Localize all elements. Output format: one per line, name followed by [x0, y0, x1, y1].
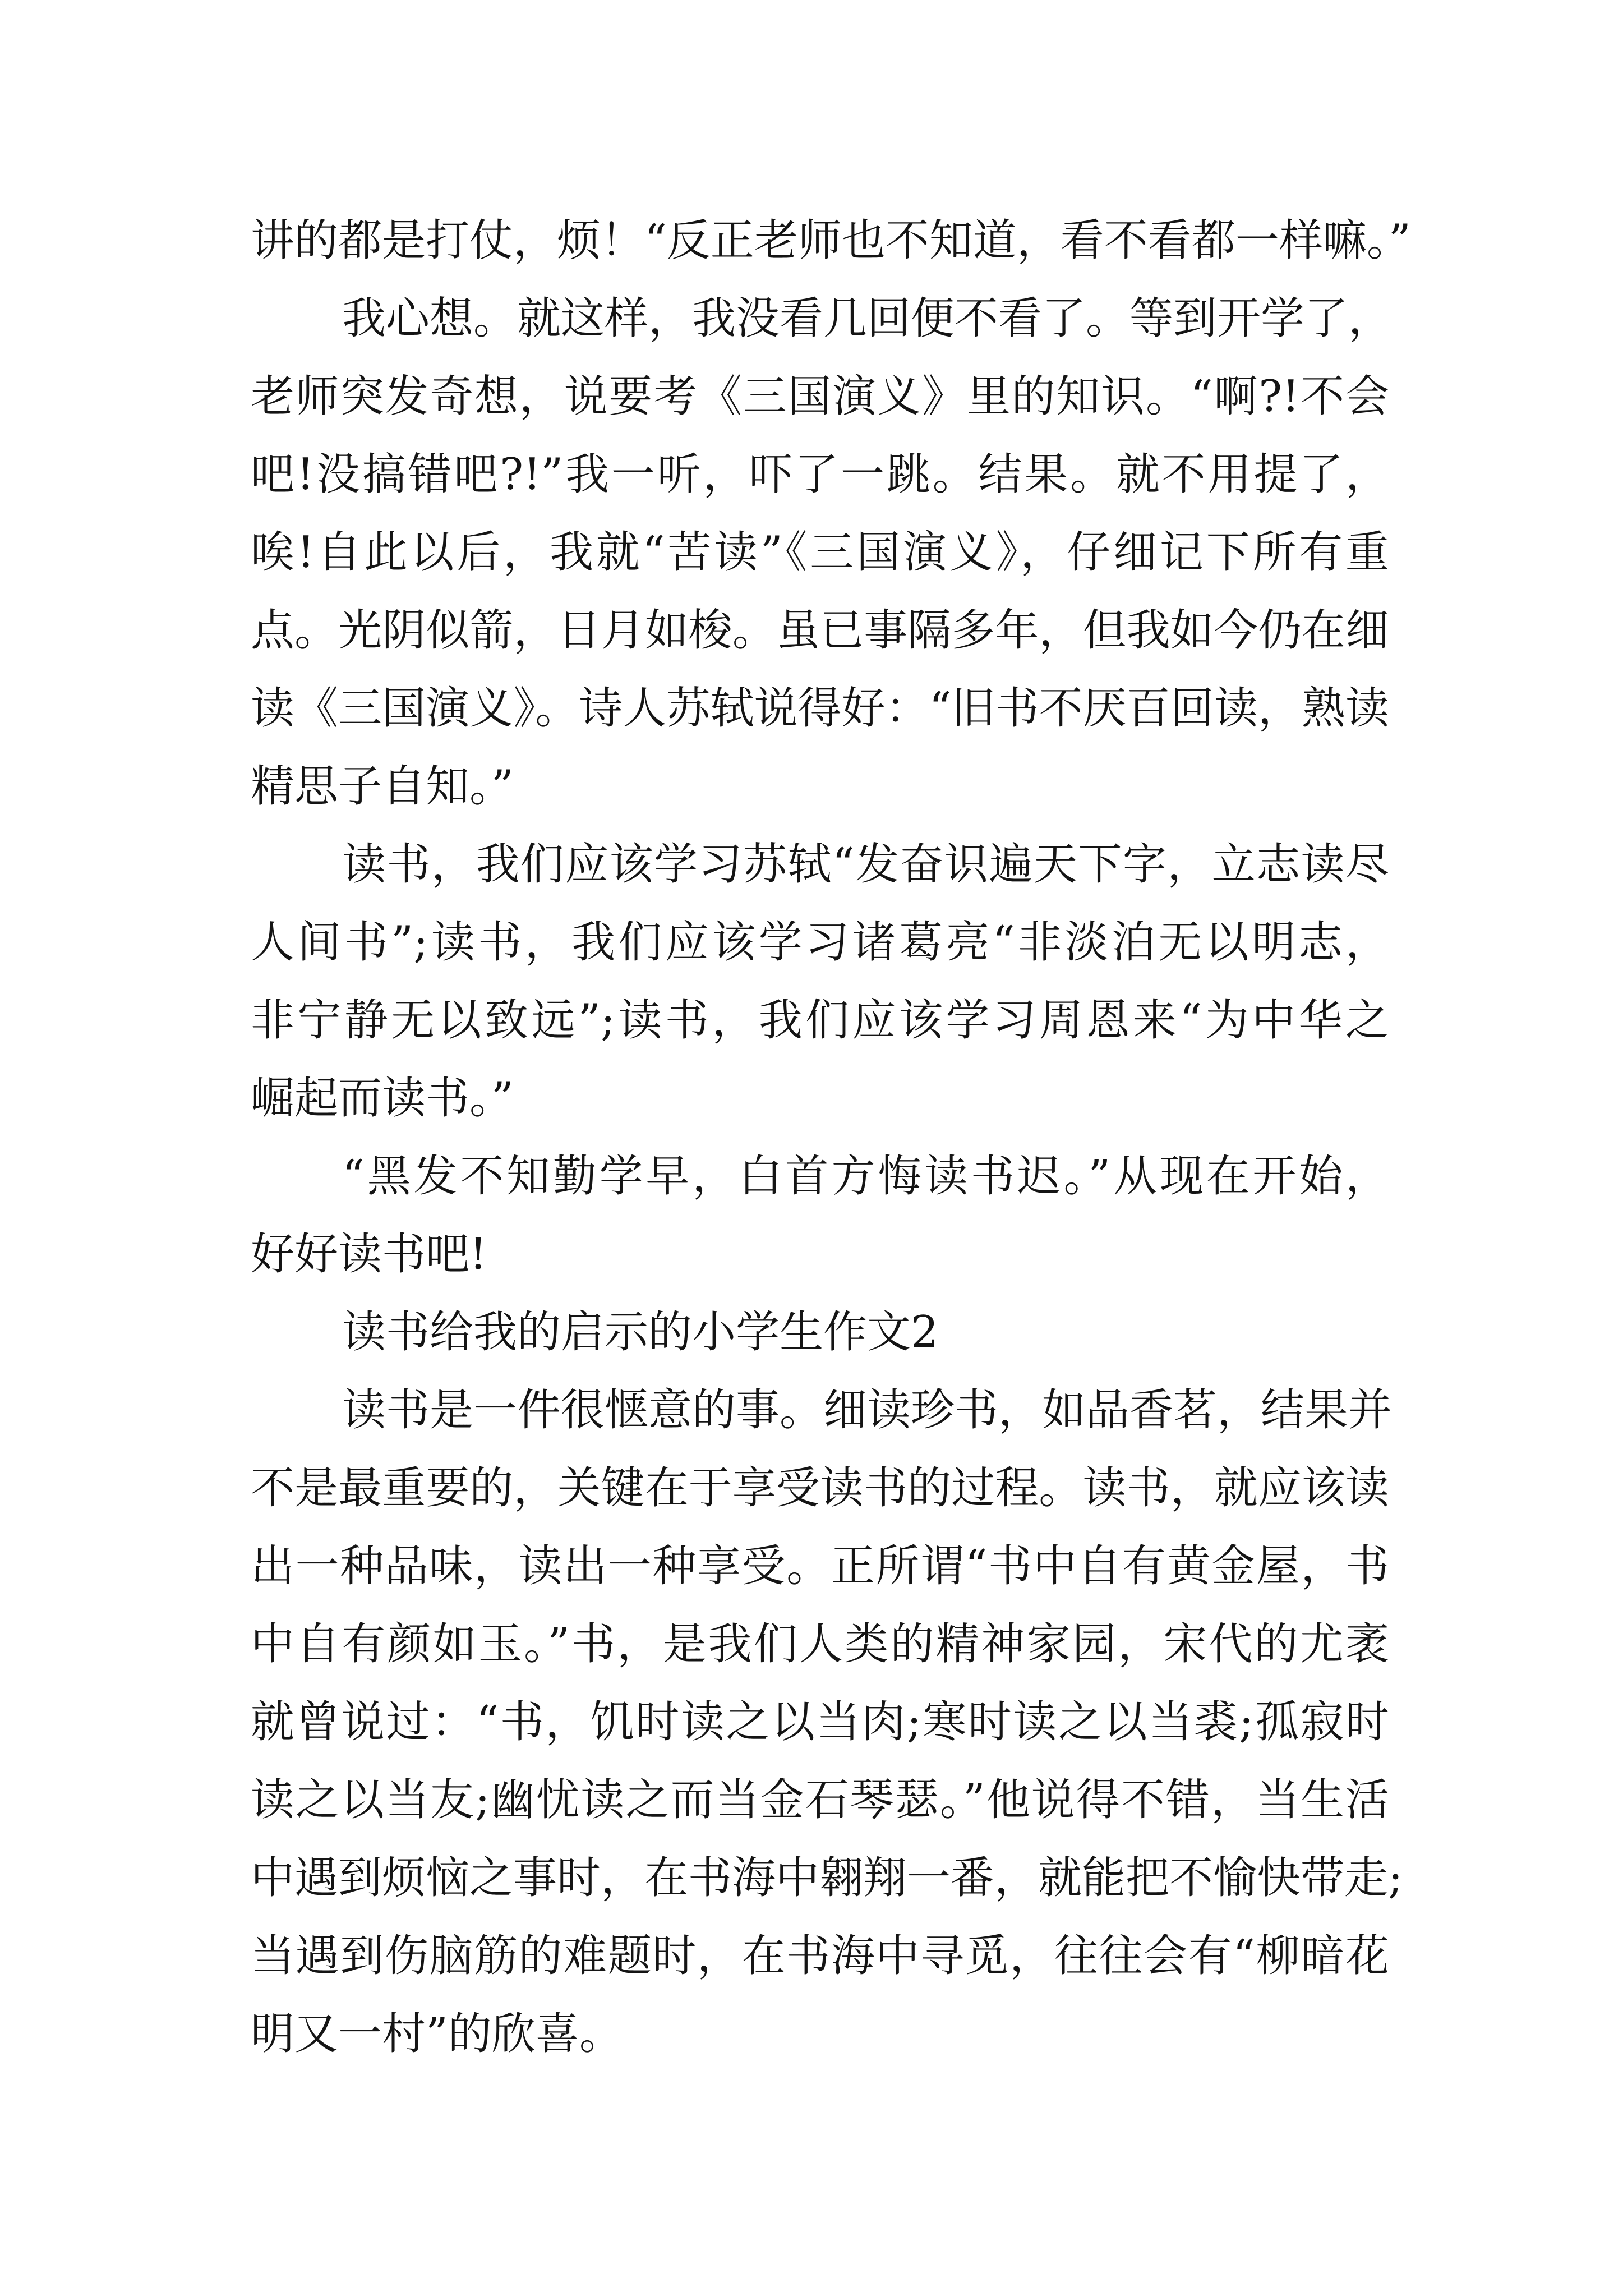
text-line: 精思子自知。” — [251, 761, 514, 812]
text-line: 人间书”;读书，我们应该学习诸葛亮“非淡泊无以明志， — [251, 917, 1389, 968]
text-line: 不是最重要的，关键在于享受读书的过程。读书，就应该读 — [251, 1463, 1389, 1513]
text-line: 讲的都是打仗，烦！“反正老师也不知道，看不看都一样嘛。” — [251, 215, 1411, 266]
text-line: 中自有颜如玉。”书，是我们人类的精神家园，宋代的尤袤 — [251, 1619, 1389, 1669]
text-line: 崛起而读书。” — [251, 1073, 514, 1124]
paragraph — [251, 1372, 1403, 2073]
paragraph — [251, 202, 1411, 280]
text-line: 当遇到伤脑筋的难题时，在书海中寻觅，往往会有“柳暗花 — [251, 1931, 1389, 1981]
text-line: 明又一村”的欣喜。 — [251, 2009, 623, 2059]
text-line: 老师突发奇想，说要考《三国演义》里的知识。“啊?!不会 — [251, 371, 1389, 422]
document-body — [251, 202, 1411, 2073]
text-line: 读书，我们应该学习苏轼“发奋识遍天下字，立志读尽 — [342, 839, 1389, 890]
text-line: 中遇到烦恼之事时，在书海中翱翔一番，就能把不愉快带走; — [251, 1853, 1403, 1903]
paragraph — [251, 280, 1393, 826]
paragraph — [251, 1138, 1389, 1294]
text-line: 就曾说过：“书，饥时读之以当肉;寒时读之以当裘;孤寂时 — [251, 1697, 1389, 1747]
text-line: 出一种品味，读出一种享受。正所谓“书中自有黄金屋，书 — [251, 1541, 1389, 1591]
text-line: 吧!没搞错吧?!”我一听，吓了一跳。结果。就不用提了， — [251, 449, 1389, 500]
essay-title-text: 读书给我的启示的小学生作文2 — [342, 1307, 939, 1358]
text-line: 点。光阴似箭，日月如梭。虽已事隔多年，但我如今仍在细 — [251, 605, 1389, 656]
text-line: 唉!自此以后，我就“苦读”《三国演义》，仔细记下所有重 — [251, 527, 1389, 578]
text-line: 读《三国演义》。诗人苏轼说得好：“旧书不厌百回读，熟读 — [251, 683, 1389, 734]
text-line: 我心想。就这样，我没看几回便不看了。等到开学了， — [342, 293, 1393, 344]
text-line: 读书是一件很惬意的事。细读珍书，如品香茗，结果并 — [342, 1385, 1393, 1435]
text-line: 读之以当友;幽忧读之而当金石琴瑟。”他说得不错，当生活 — [251, 1775, 1389, 1825]
paragraph — [251, 826, 1389, 1138]
text-line: “黑发不知勤学早，白首方悔读书迟。”从现在开始， — [342, 1151, 1389, 1202]
text-line: 非宁静无以致远”;读书，我们应该学习周恩来“为中华之 — [251, 995, 1389, 1046]
text-line: 好好读书吧! — [251, 1229, 487, 1280]
essay-title — [251, 1294, 1389, 1372]
